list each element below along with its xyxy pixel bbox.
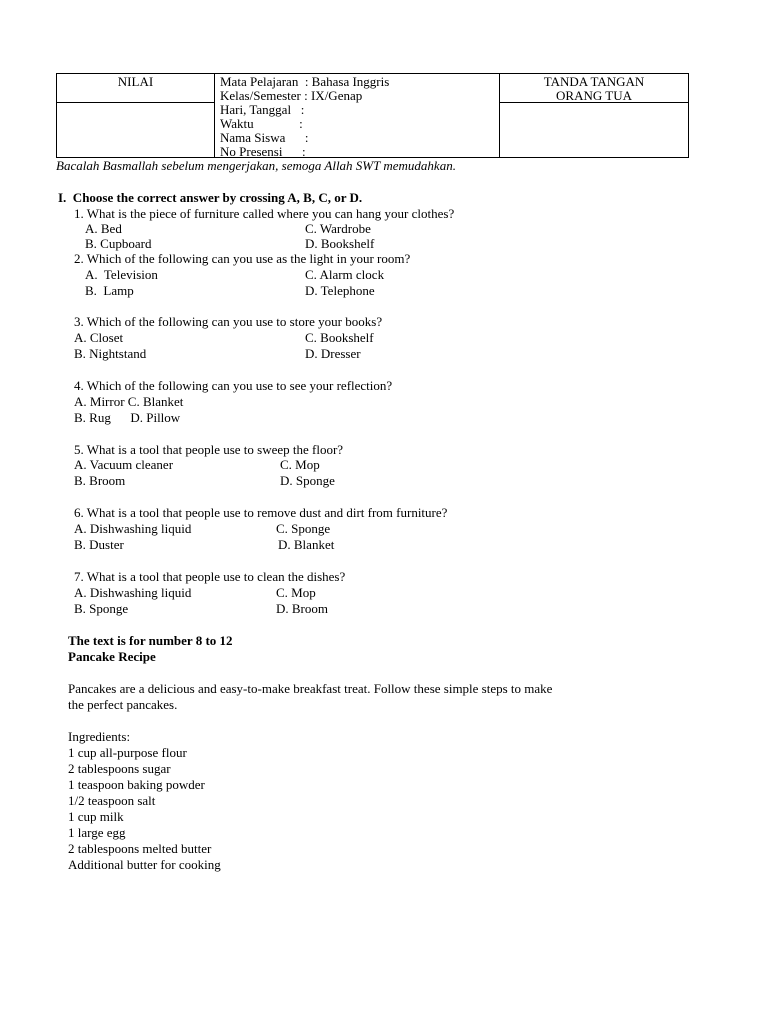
text-intro: The text is for number 8 to 12 bbox=[68, 633, 233, 648]
option-1d[interactable]: D. Bookshelf bbox=[305, 236, 375, 251]
recipe-title: Pancake Recipe bbox=[68, 649, 156, 664]
question-3: 3. Which of the following can you use to store your books? bbox=[74, 314, 383, 329]
info-class: Kelas/Semester : IX/Genap bbox=[220, 88, 363, 103]
option-3b[interactable]: B. Nightstand bbox=[74, 346, 147, 361]
option-1b[interactable]: B. Cupboard bbox=[85, 236, 152, 251]
option-4a-4c[interactable]: A. Mirror C. Blanket bbox=[74, 394, 184, 409]
question-5: 5. What is a tool that people use to sweep the floor? bbox=[74, 442, 344, 457]
option-2b[interactable]: B. Lamp bbox=[85, 283, 134, 298]
option-5d[interactable]: D. Sponge bbox=[280, 473, 335, 488]
recipe-paragraph-line-2: the perfect pancakes. bbox=[68, 697, 178, 712]
table-divider bbox=[214, 74, 215, 157]
option-6b[interactable]: B. Duster bbox=[74, 537, 124, 552]
info-name: Nama Siswa : bbox=[220, 130, 309, 145]
ingredient-item: 2 tablespoons melted butter bbox=[68, 841, 212, 856]
info-date: Hari, Tanggal : bbox=[220, 102, 305, 117]
option-3a[interactable]: A. Closet bbox=[74, 330, 124, 345]
ingredient-item: 1 cup milk bbox=[68, 809, 124, 824]
nilai-label: NILAI bbox=[117, 74, 154, 89]
ingredient-item: 1/2 teaspoon salt bbox=[68, 793, 156, 808]
option-6d[interactable]: D. Blanket bbox=[278, 537, 335, 552]
section-title: I. Choose the correct answer by crossing A, B, C, or D. bbox=[58, 190, 363, 205]
option-2c[interactable]: C. Alarm clock bbox=[305, 267, 385, 282]
info-subject: Mata Pelajaran : Bahasa Inggris bbox=[220, 74, 390, 89]
option-2a[interactable]: A. Television bbox=[85, 267, 158, 282]
option-3c[interactable]: C. Bookshelf bbox=[305, 330, 374, 345]
option-1a[interactable]: A. Bed bbox=[85, 221, 122, 236]
ingredient-item: 1 large egg bbox=[68, 825, 126, 840]
option-5c[interactable]: C. Mop bbox=[280, 457, 320, 472]
option-6c[interactable]: C. Sponge bbox=[276, 521, 331, 536]
option-5b[interactable]: B. Broom bbox=[74, 473, 126, 488]
signature-label-1: TANDA TANGAN bbox=[543, 74, 645, 89]
question-4: 4. Which of the following can you use to see your reflection? bbox=[74, 378, 393, 393]
question-7: 7. What is a tool that people use to clean the dishes? bbox=[74, 569, 346, 584]
question-2: 2. Which of the following can you use as the light in your room? bbox=[74, 251, 411, 266]
recipe-paragraph-line-1: Pancakes are a delicious and easy-to-make breakfast treat. Follow these simple steps to make bbox=[68, 681, 553, 696]
ingredients-title: Ingredients: bbox=[68, 729, 131, 744]
ingredient-item: Additional butter for cooking bbox=[68, 857, 221, 872]
signature-label-2: ORANG TUA bbox=[556, 88, 632, 103]
info-time: Waktu : bbox=[220, 116, 303, 131]
header-table bbox=[56, 73, 689, 158]
prayer-note: Bacalah Basmallah sebelum mengerjakan, semoga Allah SWT memudahkan. bbox=[56, 158, 456, 173]
option-6a[interactable]: A. Dishwashing liquid bbox=[74, 521, 192, 536]
option-4b-4d[interactable]: B. Rug D. Pillow bbox=[74, 410, 181, 425]
option-2d[interactable]: D. Telephone bbox=[305, 283, 375, 298]
option-1c[interactable]: C. Wardrobe bbox=[305, 221, 371, 236]
table-divider bbox=[57, 102, 214, 103]
option-7c[interactable]: C. Mop bbox=[276, 585, 316, 600]
question-1: 1. What is the piece of furniture called where you can hang your clothes? bbox=[74, 206, 455, 221]
option-5a[interactable]: A. Vacuum cleaner bbox=[74, 457, 174, 472]
ingredient-item: 1 cup all-purpose flour bbox=[68, 745, 187, 760]
question-6: 6. What is a tool that people use to remove dust and dirt from furniture? bbox=[74, 505, 448, 520]
info-attendance: No Presensi : bbox=[220, 144, 306, 159]
option-7b[interactable]: B. Sponge bbox=[74, 601, 129, 616]
option-7d[interactable]: D. Broom bbox=[276, 601, 328, 616]
option-3d[interactable]: D. Dresser bbox=[305, 346, 361, 361]
ingredient-item: 2 tablespoons sugar bbox=[68, 761, 171, 776]
option-7a[interactable]: A. Dishwashing liquid bbox=[74, 585, 192, 600]
ingredient-item: 1 teaspoon baking powder bbox=[68, 777, 205, 792]
